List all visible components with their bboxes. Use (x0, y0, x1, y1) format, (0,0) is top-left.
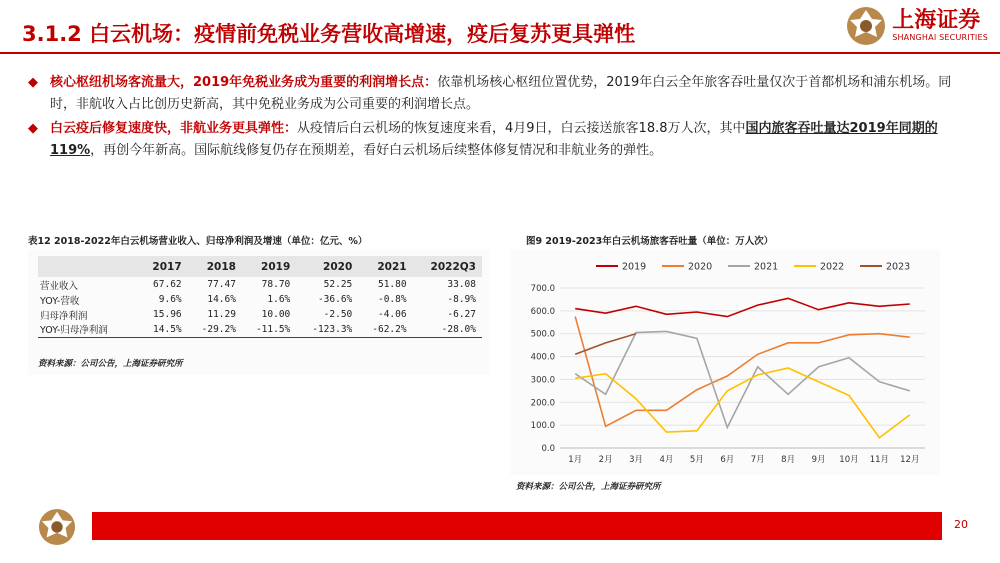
logo-cn-text: 上海证券 (892, 8, 981, 33)
bullet-item-1 (28, 72, 958, 116)
bullet-1-text: 依靠机场核心枢纽位置优势，2019年白云全年旅客吞吐量仅次于首都机场和浦东机场。同时，非航收入占比创历史新高，其中免税业务成为公司重要的利润增长点。 (50, 75, 952, 112)
legend-label: 2022 (820, 261, 845, 273)
legend-label: 2020 (688, 261, 713, 273)
line-chart (510, 250, 940, 475)
y-tick-label: 100.0 (530, 421, 555, 432)
x-tick-label: 11月 (869, 455, 890, 465)
x-tick-label: 6月 (720, 455, 735, 465)
table-header-cell: 2020 (296, 256, 358, 277)
row-label: YOY-营收 (40, 295, 80, 307)
table-header-cell: 2019 (242, 256, 296, 277)
bullet-1-highlight: 核心枢纽机场客流量大，2019年免税业务成为重要的利润增长点： (50, 75, 438, 90)
page-number: 20 (954, 518, 968, 531)
x-tick-label: 3月 (629, 455, 644, 465)
y-tick-label: 700.0 (530, 284, 555, 294)
table-cell: -2.50 (323, 309, 353, 320)
x-tick-label: 1月 (568, 455, 583, 465)
x-tick-label: 7月 (750, 455, 765, 465)
y-tick-label: 400.0 (530, 352, 555, 363)
legend-label: 2019 (622, 261, 647, 273)
bullet-item-2 (28, 118, 958, 162)
table-cell: 11.29 (207, 309, 236, 320)
table-header-cell: 2017 (140, 256, 187, 277)
table-title: 表12 2018-2022年白云机场营业收入、归母净利润及增速（单位：亿元、%） (28, 236, 368, 247)
table-cell: -36.6% (317, 294, 353, 305)
row-label: 营业收入 (40, 280, 79, 292)
y-tick-label: 300.0 (530, 375, 555, 386)
row-label: 归母净利润 (40, 310, 88, 322)
row-label: YOY-归母净利润 (38, 322, 140, 337)
table-cell: -11.5% (242, 322, 296, 337)
table-cell: 14.6% (207, 294, 236, 305)
table-cell: 10.00 (261, 309, 291, 320)
financial-table (38, 256, 482, 338)
table-row (38, 322, 482, 337)
logo-en-text: SHANGHAI SECURITIES (892, 33, 988, 42)
bullet-2-text-b: ，再创今年新高。国际航线修复仍存在预期差，看好白云机场后续整体修复情况和非航业务的弹性。 (90, 143, 663, 158)
table-header-cell: 2022Q3 (413, 256, 482, 277)
table-cell: -29.2% (188, 322, 242, 337)
bullet-2-highlight: 白云疫后修复速度快，非航业务更具弹性： (50, 121, 298, 136)
legend-label: 2021 (754, 261, 779, 273)
table-cell: 33.08 (447, 279, 476, 290)
table-panel (28, 250, 490, 375)
table-header-cell: 2021 (358, 256, 412, 277)
bullet-list (28, 72, 958, 164)
table-cell: 15.96 (153, 309, 182, 320)
y-tick-label: 600.0 (530, 306, 555, 317)
table-row (38, 292, 482, 307)
legend-label: 2023 (886, 261, 911, 273)
x-tick-label: 9月 (811, 455, 826, 465)
table-header-cell (38, 256, 140, 277)
table-cell: 9.6% (158, 294, 182, 305)
table-cell: -0.8% (377, 294, 407, 305)
table-row (38, 277, 482, 292)
footer-bar (92, 512, 942, 540)
table-cell: 52.25 (323, 279, 353, 290)
x-tick-label: 10月 (839, 455, 859, 465)
table-cell: -6.27 (447, 309, 476, 320)
table-row (38, 307, 482, 322)
x-tick-label: 5月 (689, 455, 704, 465)
table-cell: -62.2% (358, 322, 412, 337)
table-cell: -123.3% (296, 322, 358, 337)
y-tick-label: 0.0 (541, 444, 555, 454)
table-cell: 51.80 (377, 279, 407, 290)
table-header-cell: 2018 (188, 256, 242, 277)
chart-title: 图9 2019-2023年白云机场旅客吞吐量（单位：万人次） (526, 236, 774, 247)
diamond-bullet-icon: ◆ (28, 75, 38, 90)
y-tick-label: 500.0 (530, 329, 555, 340)
logo-emblem-icon (846, 6, 886, 46)
chart-source: 资料来源：公司公告，上海证券研究所 (516, 482, 661, 492)
table-cell: 67.62 (153, 279, 182, 290)
table-source: 资料来源：公司公告，上海证券研究所 (38, 359, 183, 369)
company-logo (846, 6, 988, 46)
footer-logo-icon (38, 508, 76, 546)
series-line-2022 (575, 368, 910, 438)
table-cell: -28.0% (413, 322, 482, 337)
bullet-2-text-a: 从疫情后白云机场的恢复速度来看，4月9日，白云接送旅客18.8万人次，其中 (297, 121, 746, 136)
table-header-row (38, 256, 482, 277)
series-line-2019 (575, 298, 910, 316)
table-cell: 77.47 (207, 279, 236, 290)
diamond-bullet-icon: ◆ (28, 121, 38, 136)
y-tick-label: 200.0 (530, 398, 555, 409)
x-tick-label: 4月 (659, 455, 674, 465)
chart-panel (510, 250, 940, 475)
table-cell: 1.6% (267, 294, 291, 305)
table-cell: 14.5% (140, 322, 187, 337)
table-cell: -8.9% (447, 294, 476, 305)
page-title: 3.1.2 白云机场：疫情前免税业务营收高增速，疫后复苏更具弹性 (22, 22, 636, 46)
table-cell: -4.06 (377, 309, 407, 320)
x-tick-label: 12月 (900, 455, 920, 465)
x-tick-label: 2月 (598, 455, 613, 465)
x-tick-label: 8月 (781, 455, 796, 465)
title-rule (0, 52, 1000, 54)
table-cell: 78.70 (261, 279, 291, 290)
bullet-2-underlined: 国内旅客吞吐量达2019年同期的119% (50, 121, 938, 158)
